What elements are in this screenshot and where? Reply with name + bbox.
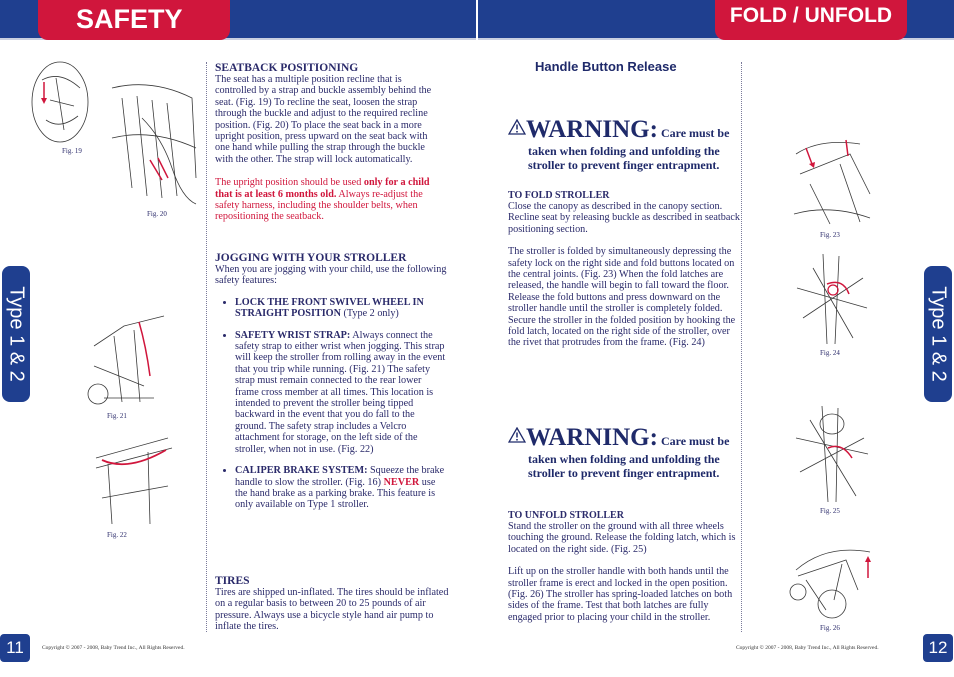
warning-2-text: taken when folding and unfolding the stroller to prevent finger entrapment. [528, 452, 720, 480]
left-side-tab-label: Type 1 & 2 [5, 286, 28, 382]
fig21-illustration [84, 306, 176, 410]
fig20-label: Fig. 20 [147, 210, 167, 218]
left-page-number: 11 [0, 634, 30, 662]
right-copyright: Copyright © 2007 - 2008, Baby Trend Inc., All Rights Reserved. [736, 645, 879, 651]
fig24-illustration [793, 248, 869, 346]
safety-title-tab [38, 0, 230, 40]
fig25-illustration [792, 402, 872, 504]
right-side-tab [924, 266, 952, 402]
fig23-illustration [790, 134, 874, 228]
fig26-illustration [786, 540, 878, 622]
fig21-label: Fig. 21 [107, 412, 127, 420]
bullet-swivel-wheel: • LOCK THE FRONT SWIVEL WHEEL IN STRAIGHT POSITION (Type 2 only) [235, 297, 447, 320]
fold-section [508, 190, 740, 349]
safety-title: SAFETY [76, 4, 183, 34]
fold-p2: The stroller is folded by simultaneously depressing the safety lock on the right side and fold buttons located on the central joints. (Fig. 23) When the fold latches are released, the handle will begin to fall toward the floor. Release the fold buttons and press downward on the stroller handle until the stroller is completely folded. Secure the stroller in the folded position by hooking the fold latch, located on the right side of the stroller, over the rivet that protrudes from the frame. (Fig. 24) [508, 246, 736, 349]
fold-heading: TO FOLD STROLLER [508, 190, 610, 201]
seatback-section [215, 62, 440, 223]
seatback-note: The upright position should be used only for a child that is at least 6 months old. Always re-adjust the safety harness, including the shoulder belts, when repositioning the seatback. [215, 177, 430, 223]
warning-triangle-icon [508, 427, 526, 443]
fig23-label: Fig. 23 [820, 231, 840, 239]
unfold-p2: Lift up on the stroller handle with both hands until the stroller frame is erect and locked in the open position. (Fig. 26) The stroller has spring-loaded latches on both sides of the frame. Test that both latches are fully engaged prior to placing your child in the stroller. [508, 566, 733, 623]
jogging-heading: JOGGING WITH YOUR STROLLER [215, 252, 407, 264]
right-side-tab-label: Type 1 & 2 [927, 286, 950, 382]
warning-1-title: WARNING: [526, 116, 658, 143]
warning-1-text: taken when folding and unfolding the stroller to prevent finger entrapment. [528, 144, 720, 172]
warning-2-lead: Care must be [657, 434, 730, 448]
bullet-caliper-brake: • CALIPER BRAKE SYSTEM: Squeeze the brake handle to slow the stroller. (Fig. 16) NEVER use the hand brake as a parking brake. This feature is only available on Type 1 stroller. [235, 465, 447, 511]
warning-2-title: WARNING: [526, 424, 658, 451]
left-side-tab [2, 266, 30, 402]
unfold-section [508, 510, 740, 623]
unfold-heading: TO UNFOLD STROLLER [508, 510, 624, 521]
fig22-illustration [88, 428, 180, 528]
fig26-label: Fig. 26 [820, 624, 840, 632]
tires-heading: TIRES [215, 575, 250, 587]
right-dotted-divider [741, 62, 742, 632]
seatback-heading: SEATBACK POSITIONING [215, 62, 359, 74]
jogging-section [215, 252, 447, 521]
warning-2 [508, 424, 740, 480]
fold-p1: Close the canopy as described in the canopy section. Recline seat by releasing buckle as described in seatback positioning section. [508, 201, 740, 235]
fig19-illustration [30, 60, 92, 144]
jogging-bullets [215, 297, 447, 511]
jogging-intro: When you are jogging with your child, use the following safety features: [215, 264, 447, 287]
fig20-illustration [92, 78, 204, 208]
unfold-p1: Stand the stroller on the ground with all three wheels touching the ground. Release the folding latch, which is located on the right side. (Fig. 25) [508, 521, 736, 555]
left-dotted-divider [206, 62, 207, 632]
fold-unfold-title: FOLD / UNFOLD [729, 4, 893, 27]
tires-body: Tires are shipped un-inflated. The tires should be inflated on a regular basis to between 20 to 25 pounds of air pressure. Always use a bicycle style hand air pump to inflate the tires. [215, 587, 449, 633]
warning-triangle-icon [508, 119, 526, 135]
warning-1-lead: Care must be [657, 126, 730, 140]
fig24-label: Fig. 24 [820, 349, 840, 357]
tires-section [215, 575, 450, 633]
seatback-body: The seat has a multiple position recline that is controlled by a strap and buckle assembly behind the seat. (Fig. 19) To recline the seat, loosen the strap through the buckle and adjust to the required recline position. (Fig. 20) To place the seat back in a more upright position, press upward on the seat back with one hand while pulling the strap through the buckle with the other. The strap will lock automatically. [215, 74, 432, 165]
handle-button-release-heading: Handle Button Release [535, 59, 677, 74]
fig22-label: Fig. 22 [107, 531, 127, 539]
left-copyright: Copyright © 2007 - 2008, Baby Trend Inc., All Rights Reserved. [42, 645, 185, 651]
warning-1 [508, 116, 740, 172]
fig25-label: Fig. 25 [820, 507, 840, 515]
fig19-label: Fig. 19 [62, 147, 82, 155]
bullet-wrist-strap: • SAFETY WRIST STRAP: Always connect the safety strap to either wrist when jogging. This strap will keep the stroller from rolling away in the event that you trip while running. (Fig. 21) The safety strap must remain connected to the rear lower frame cross member at all times. This location is intended to prevent the stroller being tipped backward in the event that you do fall to the ground. The safety strap includes a Velcro attachment for storage, on the left side of the stroller, when not in use. (Fig. 22) [235, 330, 447, 455]
fold-unfold-title-tab [715, 0, 907, 40]
right-page-number: 12 [923, 634, 953, 662]
